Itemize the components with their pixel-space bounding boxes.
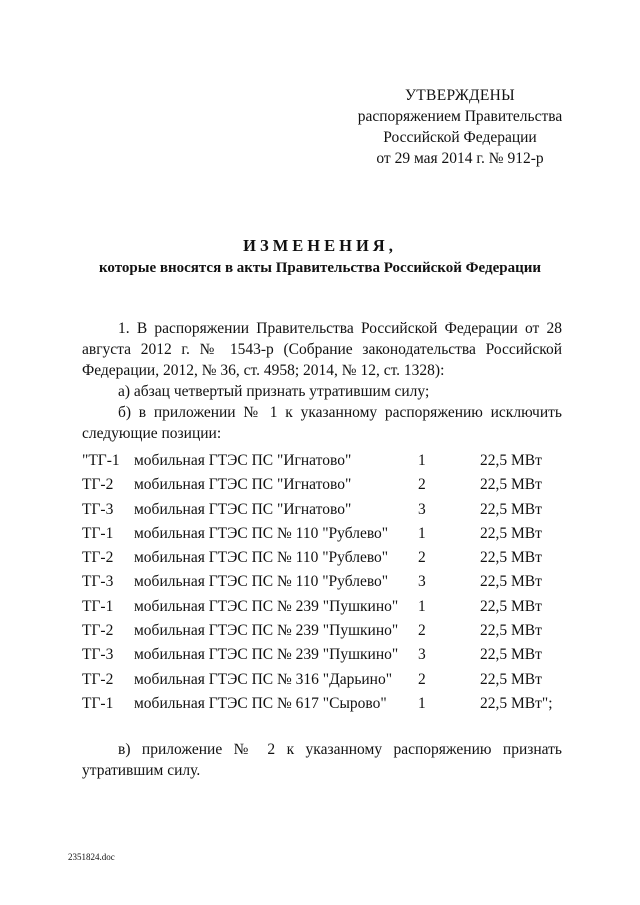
approval-line-1: распоряжением Правительства xyxy=(357,108,563,125)
unit-cell: ТГ-1 xyxy=(82,694,114,712)
power-cell: 22,5 МВт xyxy=(480,476,542,494)
power-cell: 22,5 МВт xyxy=(480,549,542,567)
number-cell: 1 xyxy=(418,694,426,712)
table-row xyxy=(82,525,562,549)
power-cell: 22,5 МВт xyxy=(480,524,542,542)
approval-line-3: от 29 мая 2014 г. № 912-р xyxy=(376,150,544,167)
name-cell: мобильная ГТЭС ПС № 239 "Пушкино" xyxy=(134,646,399,664)
approval-title: УТВЕРЖДЕНЫ xyxy=(405,87,515,104)
name-cell: мобильная ГТЭС ПС № 617 "Сырово" xyxy=(134,694,387,712)
item-b: б) в приложении № 1 к указанному распоряжению исключить следующие позиции: xyxy=(82,404,562,442)
name-cell: мобильная ГТЭС ПС № 110 "Рублево" xyxy=(134,573,389,591)
item-a: а) абзац четвертый признать утратившим силу; xyxy=(118,383,430,400)
footer-filename: 2351824.doc xyxy=(68,852,115,862)
number-cell: 1 xyxy=(418,452,426,469)
approval-block xyxy=(330,85,590,169)
table-row xyxy=(82,695,562,719)
name-cell: мобильная ГТЭС ПС № 316 "Дарьино" xyxy=(134,670,393,688)
table-row xyxy=(82,452,562,476)
name-cell: мобильная ГТЭС ПС "Игнатово" xyxy=(134,476,352,494)
paragraph-1: 1. В распоряжении Правительства Российской Федерации от 28 августа 2012 г. № 1543-р (Собрание законодательства Российской Федерации, 2012, № 36, ст. 4958; 2014, № 12, ст. 1328): xyxy=(82,320,562,379)
table-row xyxy=(82,646,562,670)
number-cell: 2 xyxy=(418,622,426,640)
power-cell: 22,5 МВт xyxy=(480,452,542,469)
number-cell: 1 xyxy=(418,597,426,615)
power-cell: 22,5 МВт xyxy=(480,500,542,518)
name-cell: мобильная ГТЭС ПС № 239 "Пушкино" xyxy=(134,597,399,615)
name-cell: мобильная ГТЭС ПС "Игнатово" xyxy=(134,452,352,469)
table-row xyxy=(82,501,562,525)
unit-cell: ТГ-1 xyxy=(82,597,114,615)
name-cell: мобильная ГТЭС ПС № 239 "Пушкино" xyxy=(134,622,399,640)
number-cell: 3 xyxy=(418,500,426,518)
number-cell: 2 xyxy=(418,670,426,688)
power-cell: 22,5 МВт xyxy=(480,622,542,640)
power-cell: 22,5 МВт xyxy=(480,670,542,688)
number-cell: 3 xyxy=(418,573,426,591)
number-cell: 2 xyxy=(418,549,426,567)
approval-line-2: Российской Федерации xyxy=(383,129,537,146)
unit-cell: ТГ-3 xyxy=(82,573,114,591)
table-row xyxy=(82,622,562,646)
table-row xyxy=(82,573,562,597)
number-cell: 1 xyxy=(418,524,426,542)
positions-table xyxy=(82,452,562,719)
unit-cell: ТГ-3 xyxy=(82,646,114,664)
power-cell: 22,5 МВт xyxy=(480,597,542,615)
unit-cell: ТГ-2 xyxy=(82,476,114,494)
unit-cell: "ТГ-1 xyxy=(82,452,120,469)
unit-cell: ТГ-3 xyxy=(82,500,114,518)
unit-cell: ТГ-2 xyxy=(82,670,114,688)
document-heading: ИЗМЕНЕНИЯ, xyxy=(243,236,397,255)
name-cell: мобильная ГТЭС ПС "Игнатово" xyxy=(134,500,352,518)
table-row xyxy=(82,549,562,573)
table-row xyxy=(82,598,562,622)
unit-cell: ТГ-2 xyxy=(82,549,114,567)
document-subheading: которые вносятся в акты Правительства Российской Федерации xyxy=(98,260,542,276)
power-cell: 22,5 МВт xyxy=(480,646,542,664)
name-cell: мобильная ГТЭС ПС № 110 "Рублево" xyxy=(134,549,389,567)
power-cell: 22,5 МВт"; xyxy=(480,694,553,712)
power-cell: 22,5 МВт xyxy=(480,573,542,591)
number-cell: 3 xyxy=(418,646,426,664)
number-cell: 2 xyxy=(418,476,426,494)
unit-cell: ТГ-2 xyxy=(82,622,114,640)
unit-cell: ТГ-1 xyxy=(82,524,114,542)
item-c: в) приложение № 2 к указанному распоряжению признать утратившим силу. xyxy=(82,741,562,779)
table-row xyxy=(82,671,562,695)
name-cell: мобильная ГТЭС ПС № 110 "Рублево" xyxy=(134,524,389,542)
table-row xyxy=(82,476,562,500)
